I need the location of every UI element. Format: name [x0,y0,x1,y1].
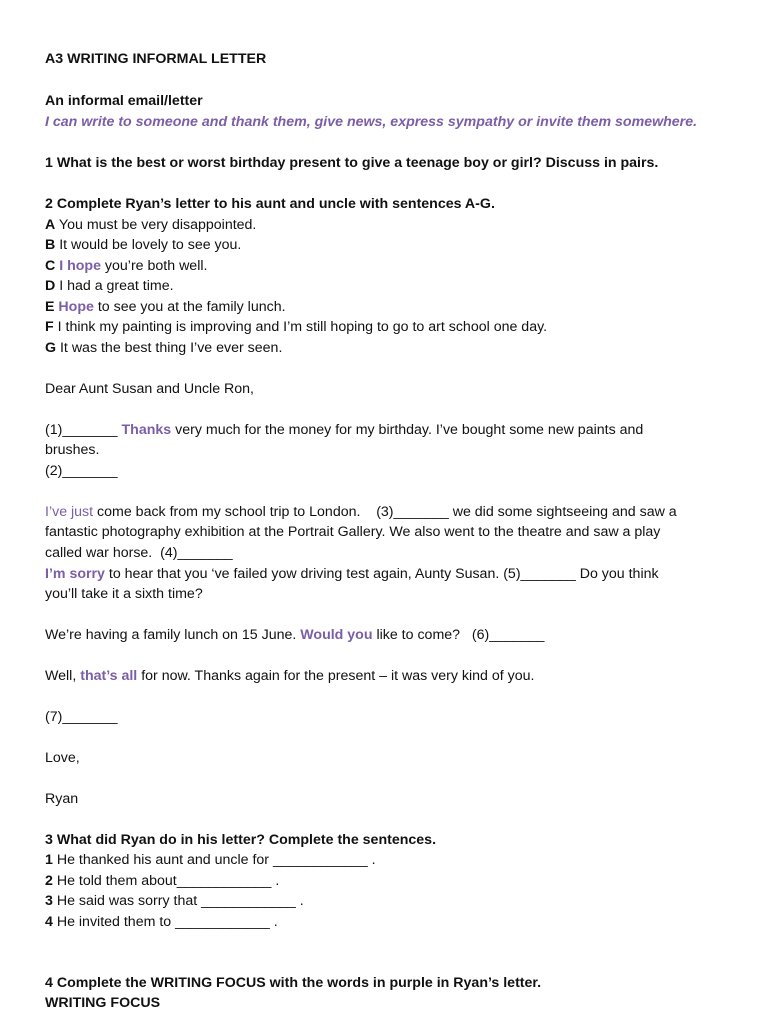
option-b [45,235,241,255]
option-purple-phrase: Hope [58,299,94,315]
question-3: 3 What did Ryan do in his letter? Complete the sentences. [45,832,437,848]
option-letter: E [45,299,55,315]
letter-para-2-line-2: fantastic photography exhibition at the Portrait Gallery. We also went to the theatre and saw a play [45,524,661,540]
q3-item-3: 3 He said was sorry that ____________ . [45,893,304,909]
purple-phrase: I’ve just [45,504,94,520]
letter-para-1-line-2: brushes. [45,442,100,458]
worksheet-title: A3 WRITING INFORMAL LETTER [45,51,267,67]
letter-para-3-line-1: I’m sorry to hear that you ‘ve failed yow driving test again, Aunty Susan. (5)_______ Do you think [45,566,659,582]
option-g [45,338,282,358]
letter-gap-2: (2)_______ [45,463,118,479]
letter-para-2-line-1: I’ve just come back from my school trip to London. (3)_______ we did some sightseeing and saw a [45,504,677,520]
option-letter: G [45,340,57,356]
q3-item-4: 4 He invited them to ____________ . [45,914,278,930]
letter-para-4: We’re having a family lunch on 15 June. Would you like to come? (6)_______ [45,627,545,643]
letter-closing: Love, [45,750,80,766]
option-e [45,297,286,317]
question-4: 4 Complete the WRITING FOCUS with the words in purple in Ryan’s letter. [45,975,542,991]
option-f [45,317,547,337]
purple-phrase: Thanks [121,422,172,438]
letter-signature: Ryan [45,791,79,807]
option-letter: B [45,237,56,253]
option-a [45,215,256,235]
letter-greeting: Dear Aunt Susan and Uncle Ron, [45,381,255,397]
option-text: you’re both well. [100,258,208,274]
option-text: I had a great time. [55,278,174,294]
section-subtitle: An informal email/letter [45,93,203,109]
learning-objective: I can write to someone and thank them, give news, express sympathy or invite them somewhere. [45,114,698,130]
option-letter: F [45,319,54,335]
option-d [45,276,174,296]
option-purple-phrase: I hope [59,258,101,274]
option-text: It would be lovely to see you. [55,237,242,253]
q3-item-1: 1 He thanked his aunt and uncle for ____________ . [45,852,376,868]
letter-para-5: Well, that’s all for now. Thanks again for the present – it was very kind of you. [45,668,535,684]
question-1: 1 What is the best or worst birthday present to give a teenage boy or girl? Discuss in pairs. [45,155,659,171]
option-text: You must be very disappointed. [55,217,257,233]
purple-phrase: that’s all [80,668,138,684]
option-text: to see you at the family lunch. [93,299,286,315]
letter-para-1-line-1: (1)_______ Thanks very much for the money for my birthday. I’ve bought some new paints and [45,422,644,438]
q3-item-2: 2 He told them about____________ . [45,873,280,889]
option-letter: D [45,278,56,294]
letter-gap-7: (7)_______ [45,709,118,725]
option-text: It was the best thing I’ve ever seen. [56,340,283,356]
option-text: I think my painting is improving and I’m still hoping to go to art school one day. [53,319,548,335]
option-letter: A [45,217,56,233]
writing-focus-heading: WRITING FOCUS [45,995,161,1011]
letter-para-2-line-3: called war horse. (4)_______ [45,545,233,561]
purple-phrase: I’m sorry [45,566,105,582]
option-c [45,256,207,276]
question-2: 2 Complete Ryan’s letter to his aunt and uncle with sentences A-G. [45,196,495,212]
purple-phrase: Would you [300,627,373,643]
letter-para-3-line-2: you’ll take it a sixth time? [45,586,203,602]
option-letter: C [45,258,56,274]
